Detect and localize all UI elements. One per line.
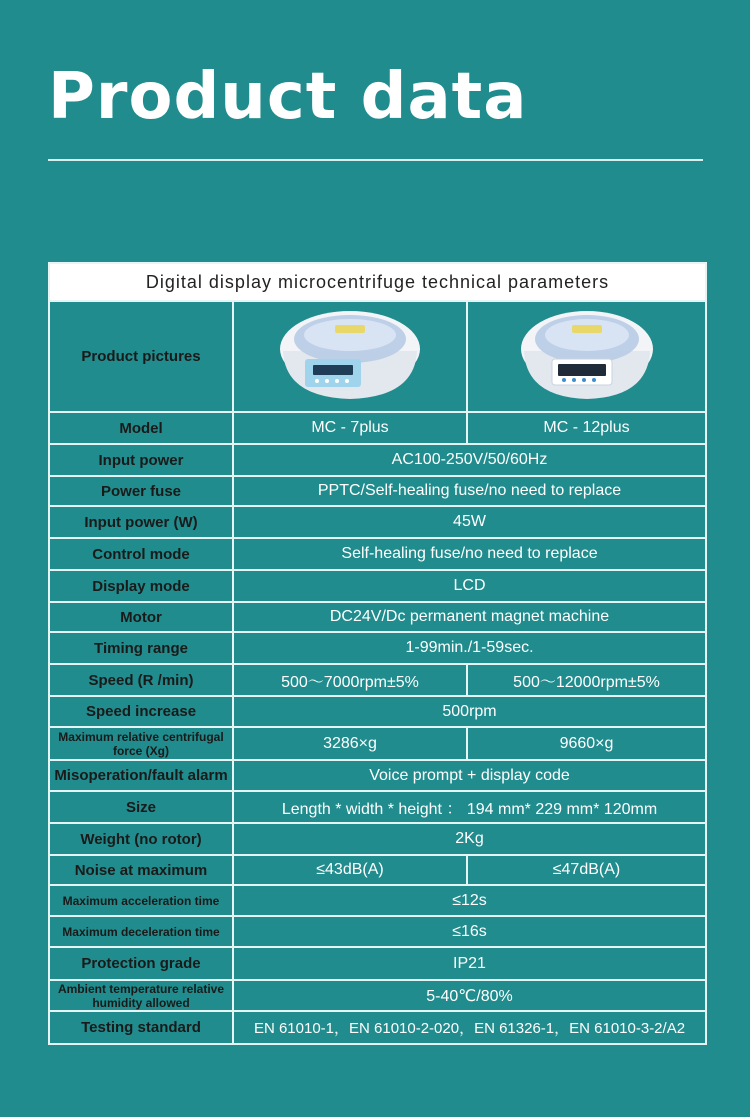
row-value: IP21 xyxy=(233,947,706,980)
table-row xyxy=(49,947,706,980)
row-label: Speed (R /min) xyxy=(49,664,233,696)
row-value: EN 61010-1，EN 61010-2-020，EN 61326-1，EN 61010-3-2/A2 xyxy=(233,1011,706,1044)
table-row xyxy=(49,301,706,412)
product-picture-cell xyxy=(467,301,706,412)
row-value: 500～7000rpm±5% xyxy=(233,664,467,696)
table-row xyxy=(49,476,706,506)
row-label: Motor xyxy=(49,602,233,632)
table-row xyxy=(49,570,706,602)
row-value: ≤47dB(A) xyxy=(467,855,706,885)
row-value: ≤12s xyxy=(233,885,706,916)
row-value: 3286×g xyxy=(233,727,467,760)
row-label: Input power xyxy=(49,444,233,476)
product-picture-cell xyxy=(233,301,467,412)
row-label: Testing standard xyxy=(49,1011,233,1044)
row-label: Product pictures xyxy=(49,301,233,412)
row-value: 2Kg xyxy=(233,823,706,855)
mc-7plus-centrifuge-image xyxy=(275,309,425,405)
row-label: Input power (W) xyxy=(49,506,233,538)
table-row xyxy=(49,727,706,760)
table-row xyxy=(49,664,706,696)
row-value: LCD xyxy=(233,570,706,602)
row-label: Noise at maximum xyxy=(49,855,233,885)
row-label: Maximum deceleration time xyxy=(49,916,233,947)
row-value: 5-40℃/80% xyxy=(233,980,706,1011)
row-value: 1-99min./1-59sec. xyxy=(233,632,706,664)
row-value: AC100-250V/50/60Hz xyxy=(233,444,706,476)
table-row xyxy=(49,506,706,538)
row-label: Weight (no rotor) xyxy=(49,823,233,855)
row-value: ≤16s xyxy=(233,916,706,947)
table-row xyxy=(49,602,706,632)
row-label: Control mode xyxy=(49,538,233,570)
row-value: 500～12000rpm±5% xyxy=(467,664,706,696)
spec-table xyxy=(48,262,707,1045)
row-value: 45W xyxy=(233,506,706,538)
table-row xyxy=(49,1011,706,1044)
table-row xyxy=(49,696,706,727)
row-label: Model xyxy=(49,412,233,444)
row-label: Timing range xyxy=(49,632,233,664)
table-row xyxy=(49,760,706,791)
page-title: Product data xyxy=(48,60,528,134)
row-label: Maximum relative centrifugal force (Xg) xyxy=(49,727,233,760)
row-value: Length * width * height ： 194 mm* 229 mm* 120mm xyxy=(233,791,706,823)
row-label: Protection grade xyxy=(49,947,233,980)
row-value: MC - 7plus xyxy=(233,412,467,444)
row-value: PPTC/Self-healing fuse/no need to replace xyxy=(233,476,706,506)
row-label: Display mode xyxy=(49,570,233,602)
table-row xyxy=(49,412,706,444)
table-row xyxy=(49,444,706,476)
table-row xyxy=(49,885,706,916)
row-label: Speed increase xyxy=(49,696,233,727)
row-value: 500rpm xyxy=(233,696,706,727)
mc-12plus-centrifuge-image xyxy=(512,309,662,405)
table-row xyxy=(49,538,706,570)
row-value: Voice prompt + display code xyxy=(233,760,706,791)
row-label: Size xyxy=(49,791,233,823)
title-divider xyxy=(48,159,703,161)
row-label: Maximum acceleration time xyxy=(49,885,233,916)
row-value: ≤43dB(A) xyxy=(233,855,467,885)
row-value: MC - 12plus xyxy=(467,412,706,444)
table-caption: Digital display microcentrifuge technical parameters xyxy=(49,263,706,301)
table-row xyxy=(49,791,706,823)
table-row xyxy=(49,823,706,855)
table-row xyxy=(49,855,706,885)
row-value: 9660×g xyxy=(467,727,706,760)
row-label: Ambient temperature relative humidity allowed xyxy=(49,980,233,1011)
row-label: Misoperation/fault alarm xyxy=(49,760,233,791)
row-label: Power fuse xyxy=(49,476,233,506)
row-value: Self-healing fuse/no need to replace xyxy=(233,538,706,570)
table-row xyxy=(49,632,706,664)
table-row xyxy=(49,980,706,1011)
table-row xyxy=(49,916,706,947)
row-value: DC24V/Dc permanent magnet machine xyxy=(233,602,706,632)
